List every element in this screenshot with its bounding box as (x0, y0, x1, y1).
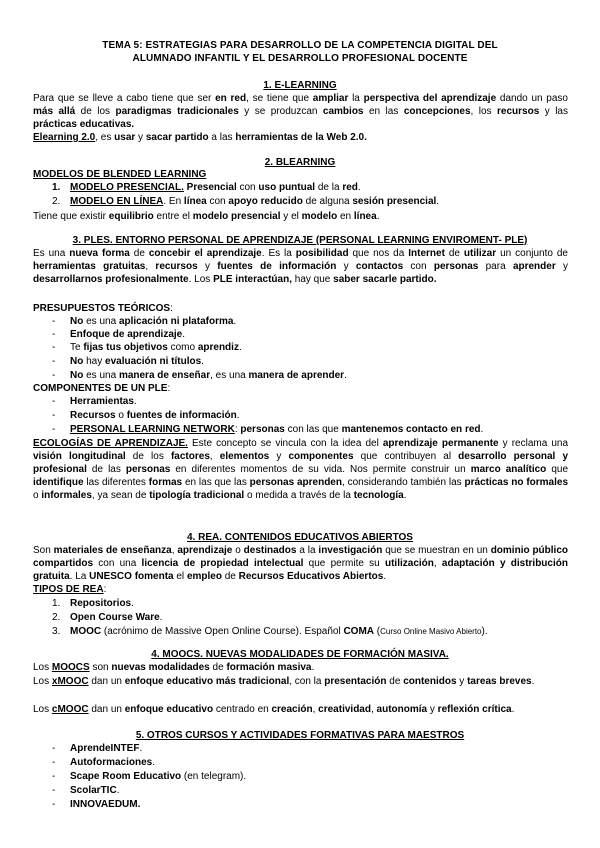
ple-paragraph: Es una nueva forma de concebir el aprendizaje. Es la posibilidad que nos da Internet de utilizar un conjunto de herramientas gratuitas, recursos y fuentes de información y contactos con personas para aprender y desarrollarnos profesionalmente. Los PLE interactúan, hay que saber sacarle partido. (33, 248, 569, 285)
xmooc-paragraph: Los xMOOC dan un enfoque educativo más tradicional, con la presentación de contenidos y tareas breves. (33, 676, 535, 687)
moocs-paragraph: Los MOOCS son nuevas modalidades de formación masiva. (33, 662, 315, 673)
rea-paragraph: Son materiales de enseñanza, aprendizaje o destinados a la investigación que se muestran en un dominio público compartidos con una licencia de propiedad intelectual que permite su utilización, adaptación y distribución gratuita. La UNESCO fomenta el empleo de Recursos Educativos Abiertos. (33, 545, 569, 582)
componentes-label: COMPONENTES DE UN PLE: (33, 383, 171, 394)
list-item: - Autoformaciones. (52, 757, 156, 768)
cmooc-paragraph: Los cMOOC dan un enfoque educativo centrado en creación, creatividad, autonomía y reflexión crítica. (33, 704, 515, 715)
blended-models-label: MODELOS DE BLENDED LEARNING (33, 169, 207, 180)
presupuestos-label: PRESUPUESTOS TEÓRICOS: (33, 303, 173, 314)
list-item: - No es una manera de enseñar, es una manera de aprender. (52, 370, 347, 381)
blearning-closing: Tiene que existir equilibrio entre el modelo presencial y el modelo en línea. (33, 211, 380, 222)
list-item: 1. Repositorios. (52, 598, 134, 609)
list-item: - PERSONAL LEARNING NETWORK: personas con las que mantenemos contacto en red. (52, 424, 484, 435)
list-item: - AprendeINTEF. (52, 743, 143, 754)
list-item: - Recursos o fuentes de información. (52, 410, 240, 421)
list-item: - Enfoque de aprendizaje. (52, 329, 186, 340)
document-title-line-1: TEMA 5: ESTRATEGIAS PARA DESARROLLO DE LA COMPETENCIA DIGITAL DEL (102, 40, 498, 51)
ecologias-paragraph: ECOLOGÍAS DE APRENDIZAJE. Este concepto se vincula con la idea del aprendizaje permanente y reclama una visión longitudinal de los factores, elementos y componentes que contribuyen al desarrollo personal y profesional de las personas en diferentes momentos de su vida. Nos permite construir un marco analítico que identifique las diferentes formas en las que las personas aprenden, considerando también las prácticas no formales o informales, ya sean de tipología tradicional o medida a través de la tecnología. (33, 438, 569, 501)
list-item: - Herramientas. (52, 396, 137, 407)
list-item: - Te fijas tus objetivos como aprendiz. (52, 342, 242, 353)
section-heading-otros-cursos: 5. OTROS CURSOS Y ACTIVIDADES FORMATIVAS PARA MAESTROS (135, 730, 465, 741)
list-item: - ScolarTIC. (52, 785, 120, 796)
list-item: - No es una aplicación ni plataforma. (52, 316, 237, 327)
elearning-paragraph: Para que se lleve a cabo tiene que ser en red, se tiene que ampliar la perspectiva del aprendizaje dando un paso más allá de los paradigmas tradicionales y se produzcan cambios en las concepciones, los recursos y las prácticas educativas. Elearning 2.0, es usar y sacar partido a las herramientas de la Web 2.0. (33, 93, 568, 143)
list-item: 1. MODELO PRESENCIAL. Presencial con uso puntual de la red. (52, 182, 361, 193)
section-heading-ples: 3. PLES. ENTORNO PERSONAL DE APRENDIZAJE (PERSONAL LEARNING ENVIROMENT- PLE) (72, 235, 528, 246)
list-item: 3. MOOC (acrónimo de Massive Open Online Course). Español COMA (Curso Online Masivo Abierto). (52, 626, 488, 637)
list-item: 2. Open Course Ware. (52, 612, 163, 623)
list-item: - No hay evaluación ni títulos. (52, 356, 204, 367)
section-heading-elearning: 1. E-LEARNING (263, 80, 337, 91)
section-heading-rea: 4. REA. CONTENIDOS EDUCATIVOS ABIERTOS (187, 532, 413, 543)
list-item: - INNOVAEDUM. (52, 799, 141, 810)
tipos-rea-label: TIPOS DE REA: (33, 584, 107, 595)
document-title-line-2: ALUMNADO INFANTIL Y EL DESARROLLO PROFESIONAL DOCENTE (132, 53, 468, 64)
list-item: 2. MODELO EN LÍNEA. En línea con apoyo reducido de alguna sesión presencial. (52, 196, 440, 207)
section-heading-moocs: 4. MOOCS. NUEVAS MODALIDADES DE FORMACIÓN MASIVA. (151, 649, 449, 660)
list-item: - Scape Room Educativo (en telegram). (52, 771, 247, 782)
section-heading-blearning: 2. BLEARNING (264, 157, 336, 168)
